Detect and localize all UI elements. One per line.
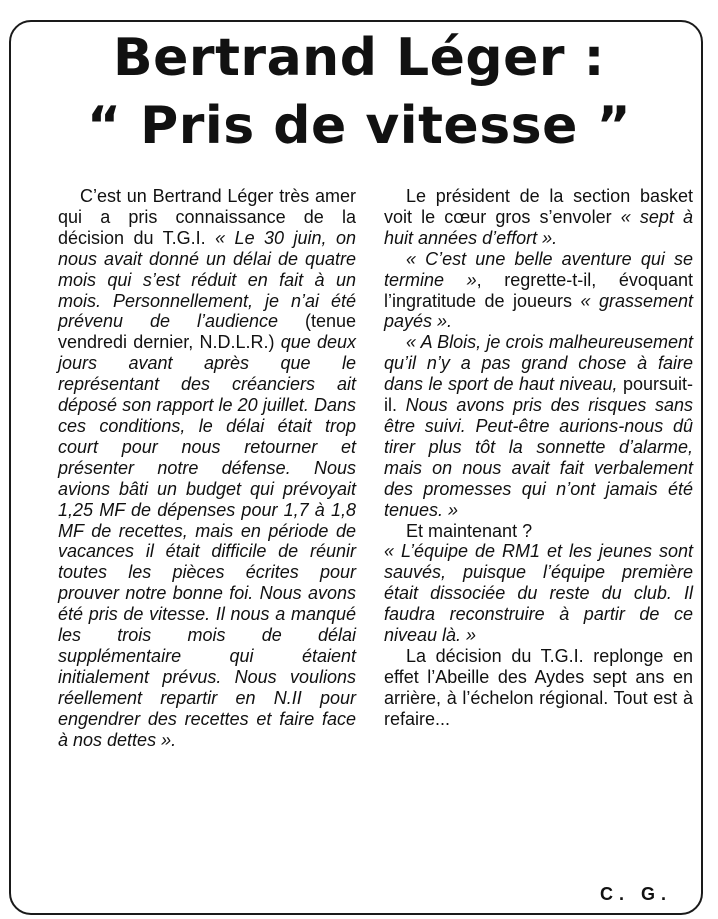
quote-text: « C’est une belle aventure qui se termine » — [384, 248, 693, 290]
headline-line-2: “ Pris de vitesse ” — [86, 96, 632, 156]
text-run: , regrette-t-il, évoquant l’ingratitude de joueurs — [384, 269, 693, 311]
paragraph — [384, 521, 693, 542]
quote-text: « L’équipe de RM1 et les jeunes sont sauvés, puisque l’équipe première était dissociée du reste du club. Il faudra reconstruire à partir de ce niveau là. » — [384, 541, 693, 646]
paragraph — [384, 332, 693, 520]
paragraph — [384, 249, 693, 333]
text-run: C’est un Bertrand Léger très amer qui a pris connaissance de la décision du T.G.I. — [58, 186, 356, 248]
paragraph — [384, 186, 693, 249]
text-run: poursuit-il. — [384, 374, 693, 416]
text-run: La décision du T.G.I. replonge en effet l’Abeille des Aydes sept ans en arrière, à l’échelon régional. Tout est à refaire... — [384, 645, 693, 729]
quote-text: « sept à huit années d’effort ». — [384, 206, 693, 248]
paragraph — [384, 646, 693, 730]
quote-text: « Le 30 juin, on nous avait donné un délai de quatre mois qui s’est réduit en fait à un mois. Personnellement, je n’ai été prévenu de l’audience — [58, 227, 356, 332]
quote-text: « A Blois, je crois malheureusement qu’il n’y a pas grand chose à faire dans le sport de haut niveau, — [384, 332, 693, 395]
article-column-right — [384, 186, 693, 730]
quote-text: que deux jours avant après que le représentant des créanciers ait déposé son rapport le 20 juillet. Dans ces conditions, le délai était trop court pour nous retourner et présenter notre défense. Nous avions bâti un budget qui prévoyait 1,25 MF de dépenses pour 1,7 à 1,8 MF de recettes, mais en période de vacances il était difficile de réunir toutes les pièces écrites pour prouver notre bonne foi. Nous avons été pris de vitesse. Il nous a manqué les trois mois de délai supplémentaire qui étaient initialement prévus. Nous voulions réellement repartir en N.II pour engendrer des recettes et faire face à nos dettes ». — [58, 332, 356, 750]
text-run: Et maintenant ? — [406, 520, 533, 541]
headline-line-1: Bertrand Léger : — [113, 28, 605, 88]
paragraph — [58, 186, 356, 750]
text-run: Le président de la section basket voit le cœur gros s’envoler — [384, 186, 693, 227]
paragraph — [384, 541, 693, 646]
author-signature: C. G. — [600, 884, 673, 904]
article-column-left — [58, 186, 356, 750]
editor-note: (tenue vendredi dernier, N.D.L.R.) — [58, 311, 356, 353]
quote-text: « grassement payés ». — [384, 290, 693, 332]
quote-text: Nous avons pris des risques sans être suivi. Peut-être aurions-nous dû tirer plus tôt la sonnette d’alarme, mais on nous avait fait verbalement des promesses qui n’ont jamais été tenues. » — [384, 395, 694, 520]
